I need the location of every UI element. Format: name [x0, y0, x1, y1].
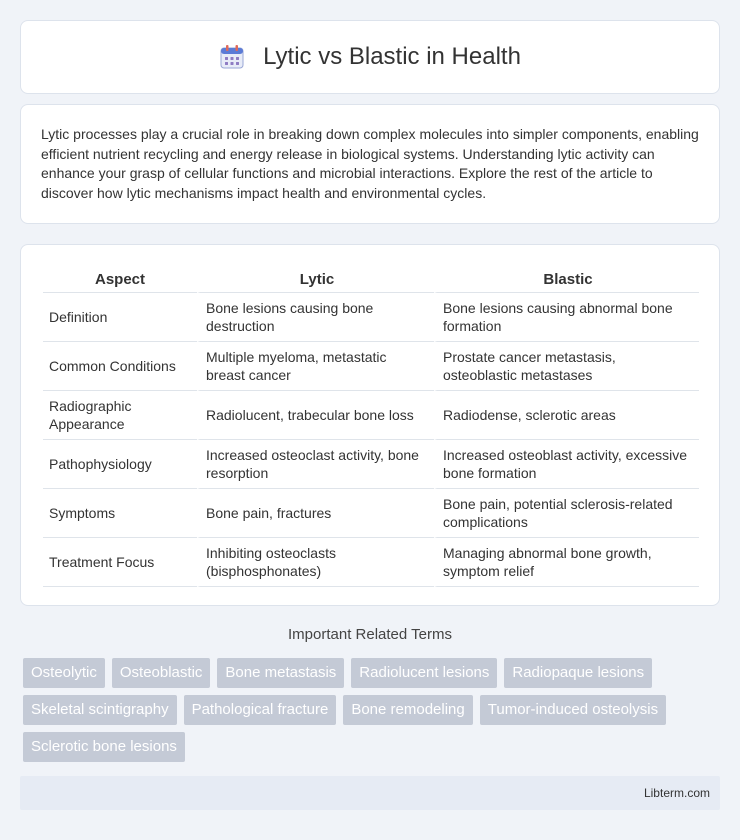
- row-aspect: Pathophysiology: [43, 440, 197, 489]
- table-row: [43, 391, 699, 440]
- footer-link[interactable]: Libterm.com: [643, 786, 710, 800]
- term-tag[interactable]: Osteolytic: [23, 658, 105, 688]
- term-tag[interactable]: Radiolucent lesions: [351, 658, 497, 688]
- table-row: [43, 489, 699, 538]
- term-tag[interactable]: Skeletal scintigraphy: [23, 695, 177, 725]
- term-tag[interactable]: Sclerotic bone lesions: [23, 732, 185, 762]
- intro-text: Lytic processes play a crucial role in breaking down complex molecules into simpler components, enabling efficient nutrient recycling and energy release in biological systems. Understanding lytic activity can enhance your grasp of cellular functions and microbial interactions. Explore the rest of the article to discover how lytic mechanisms impact health and environmental cycles.: [41, 126, 699, 201]
- table-row: [43, 538, 699, 587]
- intro-card: [20, 104, 720, 224]
- term-tag[interactable]: Pathological fracture: [184, 695, 337, 725]
- row-blastic: Prostate cancer metastasis, osteoblastic metastases: [434, 342, 699, 391]
- row-blastic: Bone pain, potential sclerosis-related complications: [434, 489, 699, 538]
- header-inner: [219, 43, 521, 71]
- row-blastic: Bone lesions causing abnormal bone formation: [434, 293, 699, 342]
- footer: [20, 776, 720, 810]
- row-lytic: Radiolucent, trabecular bone loss: [197, 391, 434, 440]
- header-lytic: Lytic: [197, 263, 434, 293]
- row-blastic: Radiodense, sclerotic areas: [434, 391, 699, 440]
- comparison-table: [43, 263, 699, 587]
- table-row: [43, 342, 699, 391]
- row-lytic: Multiple myeloma, metastatic breast cancer: [197, 342, 434, 391]
- row-lytic: Bone pain, fractures: [197, 489, 434, 538]
- page-title: Lytic vs Blastic in Health: [263, 43, 521, 70]
- row-blastic: Managing abnormal bone growth, symptom relief: [434, 538, 699, 587]
- row-aspect: Radiographic Appearance: [43, 391, 197, 440]
- related-terms-title: Important Related Terms: [288, 626, 452, 643]
- table-row: [43, 440, 699, 489]
- header-card: [20, 20, 720, 94]
- term-tag[interactable]: Tumor-induced osteolysis: [480, 695, 666, 725]
- row-blastic: Increased osteoblast activity, excessive bone formation: [434, 440, 699, 489]
- table-header-row: [43, 263, 699, 293]
- row-aspect: Common Conditions: [43, 342, 197, 391]
- calendar-icon: [219, 44, 245, 70]
- comparison-table-card: [20, 244, 720, 606]
- related-terms-list: [23, 658, 723, 762]
- row-aspect: Symptoms: [43, 489, 197, 538]
- term-tag[interactable]: Osteoblastic: [112, 658, 211, 688]
- row-lytic: Increased osteoclast activity, bone resorption: [197, 440, 434, 489]
- row-lytic: Bone lesions causing bone destruction: [197, 293, 434, 342]
- term-tag[interactable]: Bone metastasis: [217, 658, 344, 688]
- row-aspect: Treatment Focus: [43, 538, 197, 587]
- table-row: [43, 293, 699, 342]
- row-lytic: Inhibiting osteoclasts (bisphosphonates): [197, 538, 434, 587]
- term-tag[interactable]: Bone remodeling: [343, 695, 472, 725]
- row-aspect: Definition: [43, 293, 197, 342]
- header-aspect: Aspect: [43, 263, 197, 293]
- header-blastic: Blastic: [434, 263, 699, 293]
- term-tag[interactable]: Radiopaque lesions: [504, 658, 652, 688]
